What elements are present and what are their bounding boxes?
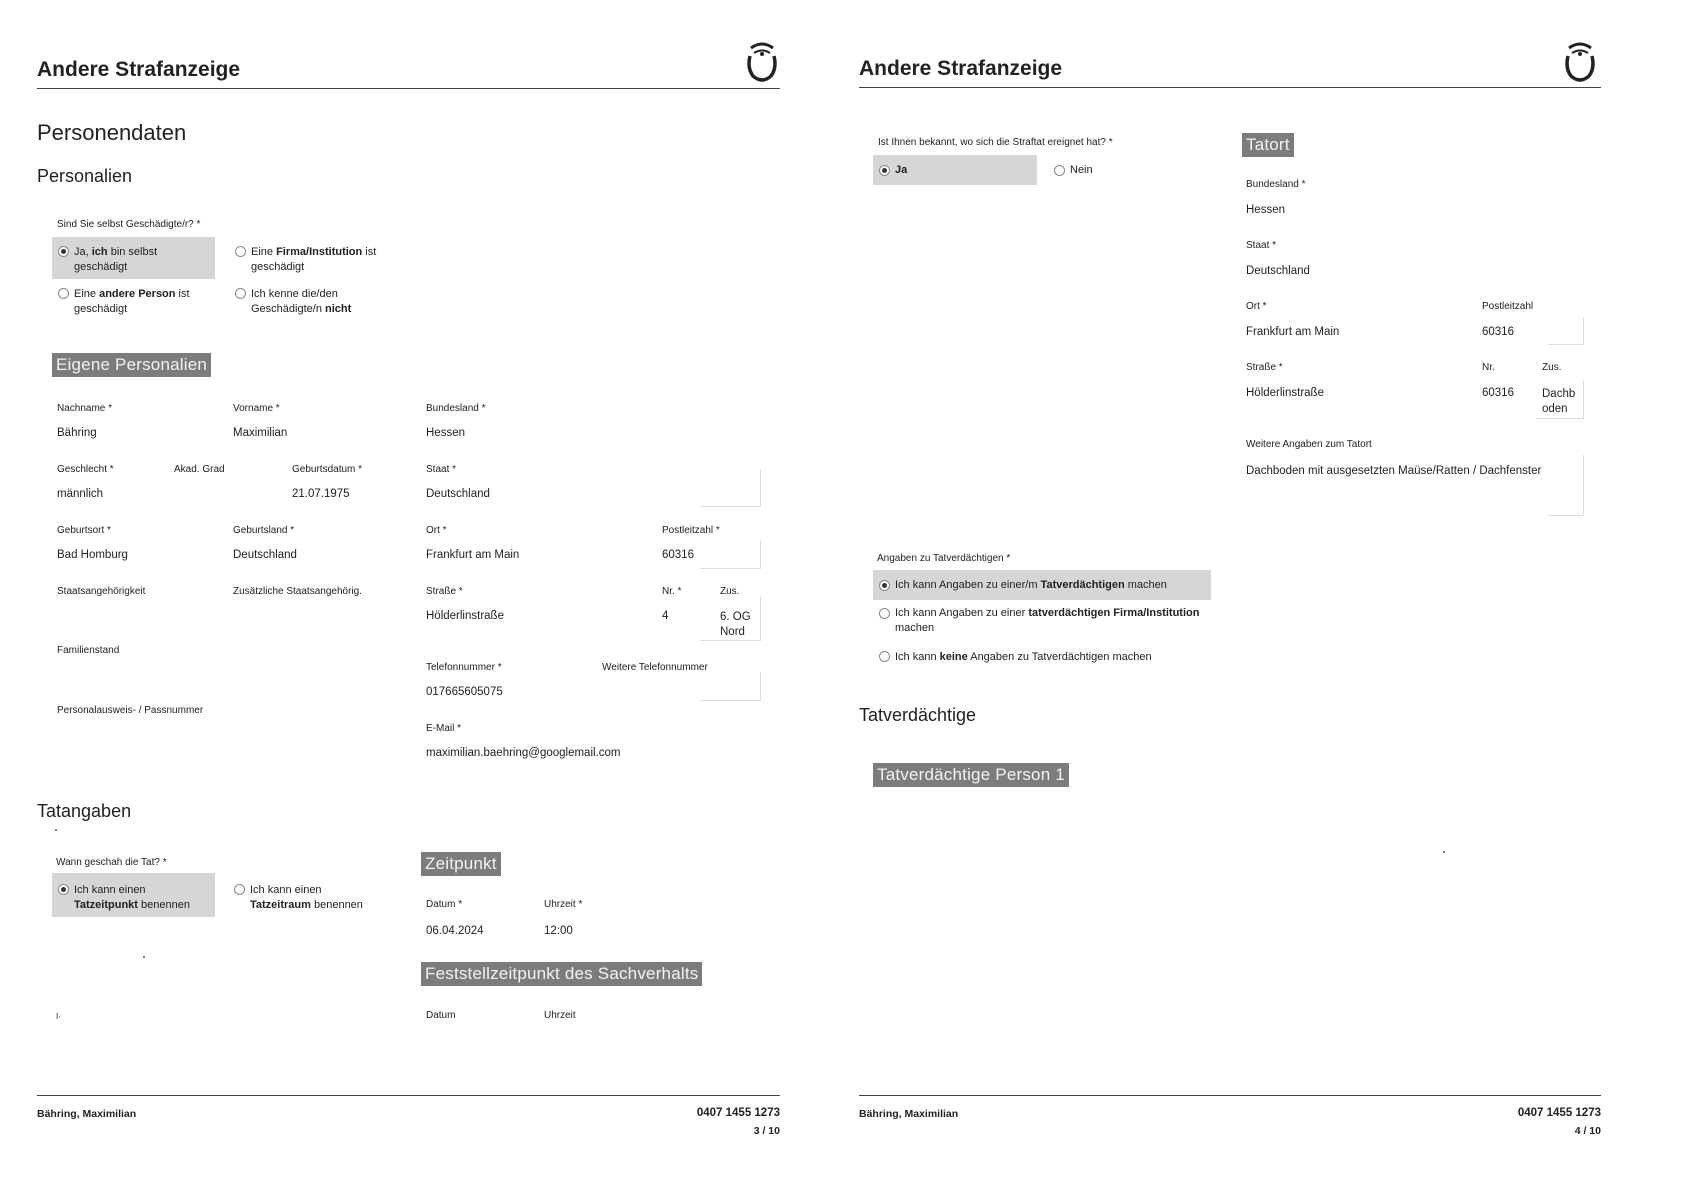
field-label-ausweisnummer: Personalausweis- / Passnummer — [57, 705, 204, 716]
radio-empty-icon[interactable] — [235, 288, 246, 299]
scan-speck — [55, 829, 57, 831]
field-label-weitere-angaben: Weitere Angaben zum Tatort — [1246, 439, 1372, 450]
header-divider — [859, 87, 1601, 88]
footer-author-name: Bähring, Maximilian — [859, 1108, 959, 1120]
radio-empty-icon[interactable] — [235, 246, 246, 257]
input-border — [700, 540, 761, 569]
page-number: 4 / 10 — [1574, 1125, 1601, 1137]
option-label: Ich kann Angaben zu einer/m Tatverdächtigen machen — [895, 579, 1167, 591]
field-value-telefonnummer[interactable]: 017665605075 — [426, 686, 503, 698]
field-label-strasse: Straße * — [1246, 362, 1283, 373]
field-value-zusatz[interactable]: 6. OG Nord — [720, 611, 751, 638]
field-label-uhrzeit: Uhrzeit * — [544, 899, 583, 910]
subheading-tatverdaechtige: Tatverdächtige — [859, 705, 977, 725]
field-value-weitere-angaben[interactable]: Dachboden mit ausgesetzten Maüse/Ratten / Dachfenster — [1246, 465, 1542, 477]
field-label-postleitzahl: Postleitzahl * — [662, 525, 720, 536]
form-page-4 — [848, 0, 1696, 1199]
field-value-nr[interactable]: 4 — [662, 610, 669, 622]
section-label-zeitpunkt: Zeitpunkt — [421, 852, 501, 876]
field-label-staat: Staat * — [1246, 240, 1277, 251]
field-label-uhrzeit-feststellung: Uhrzeit — [544, 1010, 576, 1021]
footer-author-name: Bähring, Maximilian — [37, 1108, 137, 1120]
field-label-vorname: Vorname * — [233, 403, 280, 414]
input-border — [700, 470, 761, 507]
question-tatort-bekannt: Ist Ihnen bekannt, wo sich die Straftat ereignet hat? * — [878, 137, 1113, 148]
field-label-staatsangehoerigkeit: Staatsangehörigkeit — [57, 586, 146, 597]
field-label-geschlecht: Geschlecht * — [57, 464, 114, 475]
police-star-logo-icon — [1563, 40, 1597, 84]
option-label: Ich kann einen Tatzeitraum benennen — [250, 884, 363, 911]
field-value-zusatz[interactable]: Dachb oden — [1542, 388, 1576, 415]
section-label-tatort: Tatort — [1242, 133, 1294, 157]
field-value-strasse[interactable]: Hölderlinstraße — [426, 610, 504, 622]
radio-selected-icon[interactable] — [879, 580, 890, 591]
footer-reference-number: 0407 1455 1273 — [1517, 1107, 1601, 1119]
document-title: Andere Strafanzeige — [37, 58, 241, 81]
field-value-staat[interactable]: Deutschland — [1246, 265, 1310, 277]
field-value-nachname[interactable]: Bähring — [57, 427, 97, 439]
field-label-bundesland: Bundesland * — [1246, 179, 1306, 190]
field-label-zusatz: Zus. — [1542, 362, 1562, 373]
input-border — [700, 672, 761, 701]
section-label-eigene-personalien: Eigene Personalien — [52, 353, 211, 377]
scan-speck — [143, 956, 145, 958]
subheading-tatangaben: Tatangaben — [37, 801, 132, 821]
footer-divider — [859, 1095, 1601, 1096]
radio-selected-icon[interactable] — [879, 165, 890, 176]
option-label: Ich kann Angaben zu einer tatverdächtigen Firma/Institution machen — [895, 607, 1200, 634]
radio-selected-icon[interactable] — [58, 884, 69, 895]
footer-reference-number: 0407 1455 1273 — [696, 1107, 780, 1119]
field-label-akad-grad: Akad. Grad — [174, 464, 225, 475]
page-number: 3 / 10 — [753, 1125, 780, 1137]
scan-mark: I· — [56, 1012, 61, 1021]
field-label-geburtsland: Geburtsland * — [233, 525, 295, 536]
field-label-datum: Datum * — [426, 899, 463, 910]
option-label: Ich kann keine Angaben zu Tatverdächtigen machen — [895, 651, 1152, 663]
field-label-familienstand: Familienstand — [57, 645, 120, 656]
field-label-nr: Nr. * — [662, 586, 682, 597]
input-border — [700, 596, 761, 641]
field-label-ort: Ort * — [1246, 301, 1267, 312]
field-label-email: E-Mail * — [426, 723, 462, 734]
field-value-geburtsort[interactable]: Bad Homburg — [57, 549, 128, 561]
field-label-geburtsort: Geburtsort * — [57, 525, 111, 536]
radio-empty-icon[interactable] — [879, 608, 890, 619]
option-label: Eine Firma/Institution ist geschädigt — [251, 246, 377, 273]
field-value-email[interactable]: maximilian.baehring@googlemail.com — [426, 747, 621, 759]
field-value-geburtsland[interactable]: Deutschland — [233, 549, 297, 561]
field-label-zusatz: Zus. — [720, 586, 740, 597]
field-label-weitere-telefonnummer: Weitere Telefonnummer — [602, 662, 708, 673]
option-label: Ja, ich bin selbst geschädigt — [74, 246, 158, 273]
section-label-tatverdaechtige-person-1: Tatverdächtige Person 1 — [873, 763, 1069, 787]
question-tatverdaechtige: Angaben zu Tatverdächtigen * — [877, 553, 1011, 564]
field-label-staat: Staat * — [426, 464, 457, 475]
field-label-zusaetzliche-staatsangehoerigkeit: Zusätzliche Staatsangehörig. — [233, 586, 362, 597]
header-divider — [37, 88, 780, 89]
input-border — [1548, 318, 1584, 345]
section-label-feststellzeitpunkt: Feststellzeitpunkt des Sachverhalts — [421, 962, 702, 986]
field-value-ort[interactable]: Frankfurt am Main — [1246, 326, 1340, 338]
field-label-postleitzahl: Postleitzahl — [1482, 301, 1534, 312]
field-value-strasse[interactable]: Hölderlinstraße — [1246, 387, 1324, 399]
option-label: Nein — [1070, 164, 1093, 176]
field-label-nr: Nr. — [1482, 362, 1495, 373]
field-value-geburtsdatum[interactable]: 21.07.1975 — [292, 488, 350, 500]
radio-empty-icon[interactable] — [1054, 165, 1065, 176]
field-value-staat[interactable]: Deutschland — [426, 488, 490, 500]
field-value-nr[interactable]: 60316 — [1482, 387, 1514, 399]
field-value-vorname[interactable]: Maximilian — [233, 427, 288, 439]
question-wann: Wann geschah die Tat? * — [56, 857, 167, 868]
radio-empty-icon[interactable] — [234, 884, 245, 895]
field-label-datum-feststellung: Datum — [426, 1010, 456, 1021]
field-value-ort[interactable]: Frankfurt am Main — [426, 549, 520, 561]
field-label-ort: Ort * — [426, 525, 447, 536]
subheading-personalien: Personalien — [37, 166, 133, 186]
option-label: Ich kenne die/den Geschädigte/n nicht — [251, 288, 352, 315]
radio-empty-icon[interactable] — [58, 288, 69, 299]
option-label: Ich kann einen Tatzeitpunkt benennen — [74, 884, 190, 911]
field-value-postleitzahl[interactable]: 60316 — [662, 549, 694, 561]
field-value-datum[interactable]: 06.04.2024 — [426, 925, 484, 937]
input-border — [1536, 380, 1584, 419]
field-label-bundesland: Bundesland * — [426, 403, 486, 414]
radio-empty-icon[interactable] — [879, 651, 890, 662]
field-value-geschlecht[interactable]: männlich — [57, 488, 104, 500]
option-label: Ja — [895, 164, 908, 176]
field-value-bundesland[interactable]: Hessen — [426, 427, 465, 439]
radio-selected-icon[interactable] — [58, 246, 69, 257]
scan-speck — [1443, 851, 1445, 853]
footer-divider — [37, 1095, 780, 1096]
field-value-bundesland[interactable]: Hessen — [1246, 204, 1285, 216]
document-title: Andere Strafanzeige — [859, 57, 1063, 80]
field-label-geburtsdatum: Geburtsdatum * — [292, 464, 363, 475]
question-geschaedigt: Sind Sie selbst Geschädigte/r? * — [57, 219, 201, 230]
field-label-nachname: Nachname * — [57, 403, 113, 414]
field-value-uhrzeit[interactable]: 12:00 — [544, 925, 573, 937]
field-label-telefonnummer: Telefonnummer * — [426, 662, 502, 673]
field-label-strasse: Straße * — [426, 586, 463, 597]
field-value-postleitzahl[interactable]: 60316 — [1482, 326, 1514, 338]
police-star-logo-icon — [745, 40, 779, 84]
option-label: Eine andere Person ist geschädigt — [74, 288, 190, 315]
section-heading-personendaten: Personendaten — [37, 120, 187, 145]
textarea-border — [1548, 455, 1584, 516]
